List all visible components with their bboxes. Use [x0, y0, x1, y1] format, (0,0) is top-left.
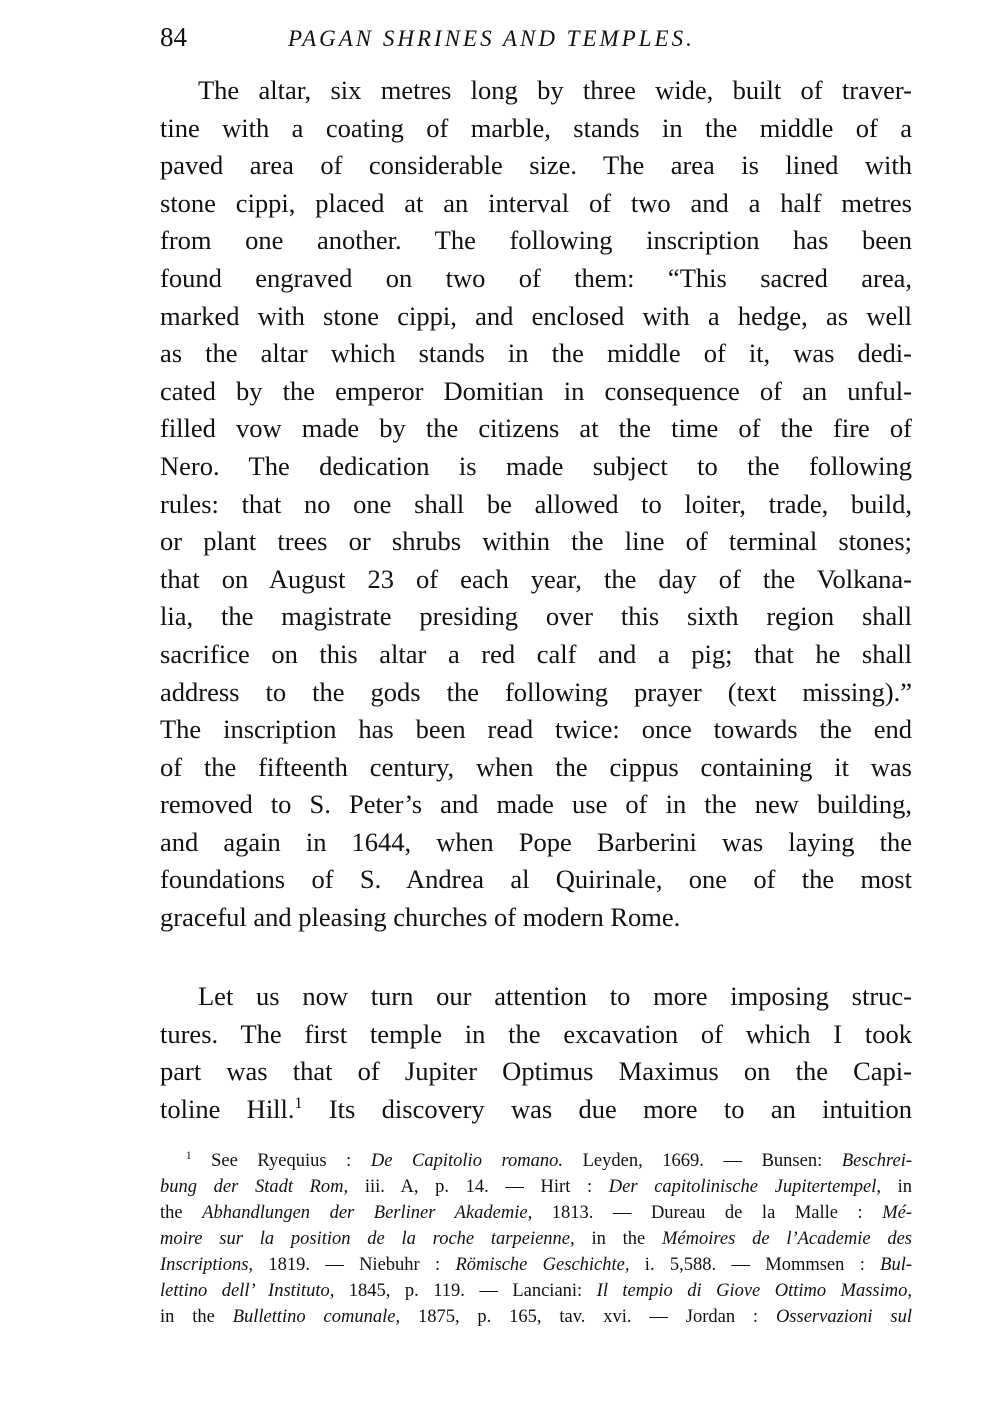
- footnote-line: [160, 1174, 912, 1200]
- text-line: filled vow made by the citizens at the time of the fire of: [160, 413, 912, 444]
- footnote-text: in the: [574, 1229, 662, 1249]
- text-line: lia, the magistrate presiding over this sixth region shall: [160, 601, 912, 632]
- footnote-title: Il tempio di Giove Ottimo Massimo,: [596, 1281, 912, 1301]
- footnote-text: Leyden, 1669. — Bunsen:: [563, 1151, 842, 1171]
- footnote-line: [160, 1148, 912, 1174]
- footnote-text: in: [880, 1177, 912, 1197]
- text-line: from one another. The following inscription has been: [160, 225, 912, 256]
- text-line: [160, 1091, 912, 1129]
- footnote-title: Inscriptions,: [160, 1255, 254, 1275]
- page-header: [160, 22, 912, 62]
- text-line: cated by the emperor Domitian in consequence of an unful-: [160, 375, 912, 406]
- footnote-title: lettino dell’ Instituto,: [160, 1281, 335, 1301]
- paragraph-1: [160, 72, 912, 937]
- text-line: rules: that no one shall be allowed to loiter, trade, build,: [160, 488, 912, 519]
- footnote-text: 1875, p. 165, tav. xvi. — Jordan :: [400, 1307, 776, 1327]
- footnote-line: [160, 1200, 912, 1226]
- text-line: sacrifice on this altar a red calf and a pig; that he shall: [160, 638, 912, 669]
- text-line: of the fifteenth century, when the cippus containing it was: [160, 751, 912, 782]
- text-line: and again in 1644, when Pope Barberini was laying the: [160, 826, 912, 857]
- footnote-title: Der capitolinische Jupitertempel,: [608, 1177, 881, 1197]
- text-line: address to the gods the following prayer (text missing).”: [160, 676, 912, 707]
- text-line: Let us now turn our attention to more imposing struc-: [198, 981, 912, 1011]
- text-line: that on August 23 of each year, the day of the Volkana-: [160, 563, 912, 594]
- footnote-text: iii. A, p. 14. — Hirt :: [348, 1177, 609, 1197]
- footnote-text: 1819. — Niebuhr :: [253, 1255, 456, 1275]
- text-line: The altar, six metres long by three wide, built of traver-: [198, 75, 912, 105]
- text-line: marked with stone cippi, and enclosed with a hedge, as well: [160, 300, 912, 331]
- paragraph-2: [160, 978, 912, 1128]
- footnote-line: [160, 1226, 912, 1252]
- footnote-title: moire sur la position de la roche tarpeienne,: [160, 1229, 575, 1249]
- footnote-text: the: [160, 1203, 203, 1223]
- text-line: tures. The first temple in the excavation of which I took: [160, 1018, 912, 1049]
- text-line: tine with a coating of marble, stands in the middle of a: [160, 112, 912, 143]
- footnote-title: Abhandlungen der Berliner Akademie,: [202, 1203, 533, 1223]
- text-line: stone cippi, placed at an interval of two and a half metres: [160, 187, 912, 218]
- text-line: Nero. The dedication is made subject to the following: [160, 450, 912, 481]
- footnote-title: Bul-: [880, 1255, 912, 1275]
- text-line: as the altar which stands in the middle of it, was dedi-: [160, 338, 912, 369]
- footnote-title: Osservazioni sul: [775, 1307, 912, 1327]
- footnote-title: Beschrei-: [841, 1151, 912, 1171]
- footnote-line: [160, 1278, 912, 1304]
- text-span: Its discovery was due more to an intuition: [328, 1093, 912, 1124]
- footnote-title: De Capitolio romano.: [370, 1151, 564, 1171]
- footnote-text: i. 5,588. — Mommsen :: [629, 1255, 881, 1275]
- footnote-title: Mé-: [882, 1203, 912, 1223]
- text-line: or plant trees or shrubs within the line of terminal stones;: [160, 526, 912, 557]
- footnote-text: 1845, p. 119. — Lanciani:: [334, 1281, 597, 1301]
- text-line: The inscription has been read twice: once towards the end: [160, 714, 912, 745]
- footnote-text: 1813. — Dureau de la Malle :: [532, 1203, 883, 1223]
- footnote-title: Römische Geschichte,: [455, 1255, 630, 1275]
- footnote-title: Mémoires de l’Academie des: [662, 1229, 912, 1249]
- footnote-line: [160, 1252, 912, 1278]
- footnotes: [160, 1148, 912, 1330]
- text-line: paved area of considerable size. The area is lined with: [160, 150, 912, 181]
- running-head: PAGAN SHRINES AND TEMPLES.: [288, 26, 695, 51]
- footnote-title: Bullettino comunale,: [232, 1307, 401, 1327]
- text-line: removed to S. Peter’s and made use of in the new building,: [160, 789, 912, 820]
- page-number: 84: [160, 22, 187, 52]
- footnote-marker: 1: [186, 1149, 192, 1162]
- footnote-line: [160, 1304, 912, 1330]
- text-line: part was that of Jupiter Optimus Maximus on the Capi-: [160, 1056, 912, 1087]
- text-line: foundations of S. Andrea al Quirinale, one of the most: [160, 864, 912, 895]
- footnote-text: See Ryequius :: [211, 1151, 371, 1171]
- footnote-ref: 1: [294, 1094, 303, 1112]
- text-line: graceful and pleasing churches of modern Rome.: [160, 902, 681, 933]
- footnote-title: bung der Stadt Rom,: [160, 1177, 349, 1197]
- text-line: found engraved on two of them: “This sacred area,: [160, 262, 912, 293]
- footnote-text: in the: [160, 1307, 233, 1327]
- text-span: toline Hill.: [160, 1093, 295, 1124]
